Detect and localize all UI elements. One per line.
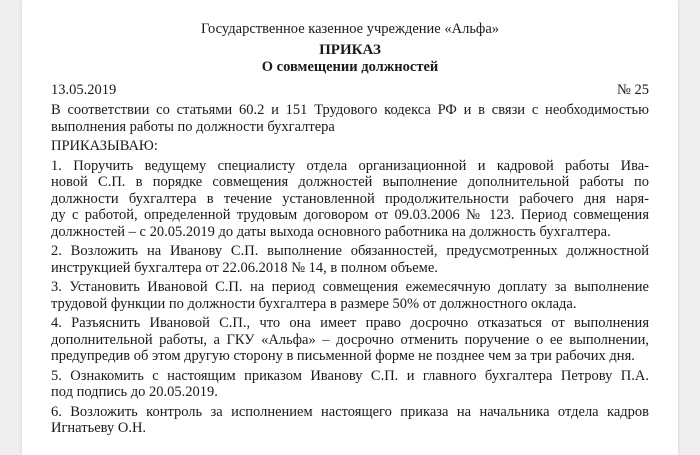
item-line: 4. Разъяснить Ивановой С.П., что она имеет право досрочно отказаться от выполнения: [51, 315, 649, 331]
document-date: 13.05.2019: [51, 82, 117, 98]
date-number-row: [51, 82, 649, 99]
item-line: 6. Возложить контроль за исполнением настоящего приказа на начальника отдела кадров: [51, 403, 649, 420]
item-line: предупредив об этом другую сторону в письменной форме не позднее чем за три рабочих дня.: [51, 348, 635, 364]
order-item-5: [51, 368, 649, 401]
preamble-line: выполнения работы по должности бухгалтера: [51, 118, 335, 135]
item-line: 1. Поручить ведущему специалисту отдела организационной и кадровой работы Ива-: [51, 157, 649, 174]
item-line: должности бухгалтера в течение установленной продолжительности рабочего дня наря-: [51, 190, 649, 207]
item-line: дополнительной работы, а ГКУ «Альфа» – досрочно отменить поручение о ее выполнении,: [51, 331, 649, 348]
order-document: [22, 0, 678, 455]
item-line: должностей – с 20.05.2019 до даты выхода основного работника на должность бухгалтера.: [51, 223, 611, 240]
item-line: трудовой функции по должности бухгалтера в размере 50% от должностного оклада.: [51, 295, 577, 312]
item-line: ду с работой, определенной трудовым договором от 09.03.2006 № 123. Период совмещения: [51, 207, 649, 223]
document-number: № 25: [617, 82, 649, 98]
item-line: 5. Ознакомить с настоящим приказом Иванову С.П. и главного бухгалтера Петрову П.А.: [51, 367, 649, 384]
order-item-2: [51, 243, 649, 276]
order-item-6: [51, 404, 649, 437]
order-item-3: [51, 279, 649, 312]
item-line: новой С.П. в порядке совмещения должностей выполнение дополнительной работы по: [51, 174, 649, 190]
preamble: [51, 102, 649, 135]
order-item-1: [51, 158, 649, 241]
order-word: ПРИКАЗЫВАЮ:: [51, 138, 158, 154]
preamble-line: В соответствии со статьями 60.2 и 151 Трудового кодекса РФ и в связи с необходимостью: [51, 102, 649, 118]
item-line: 2. Возложить на Иванову С.П. выполнение обязанностей, предусмотренных должностной: [51, 243, 649, 259]
document-subject: О совмещении должностей: [261, 59, 439, 75]
item-line: под подпись до 20.05.2019.: [51, 384, 218, 400]
document-type: ПРИКАЗ: [319, 42, 381, 58]
item-line: Игнатьеву О.Н.: [51, 420, 147, 436]
order-item-4: [51, 315, 649, 365]
item-line: 3. Установить Ивановой С.П. на период совмещения ежемесячную доплату за выполнение: [51, 279, 649, 295]
item-line: инструкцией бухгалтера от 22.06.2018 № 14, в полном объеме.: [51, 259, 438, 276]
organization-name: Государственное казенное учреждение «Альфа»: [200, 21, 500, 37]
